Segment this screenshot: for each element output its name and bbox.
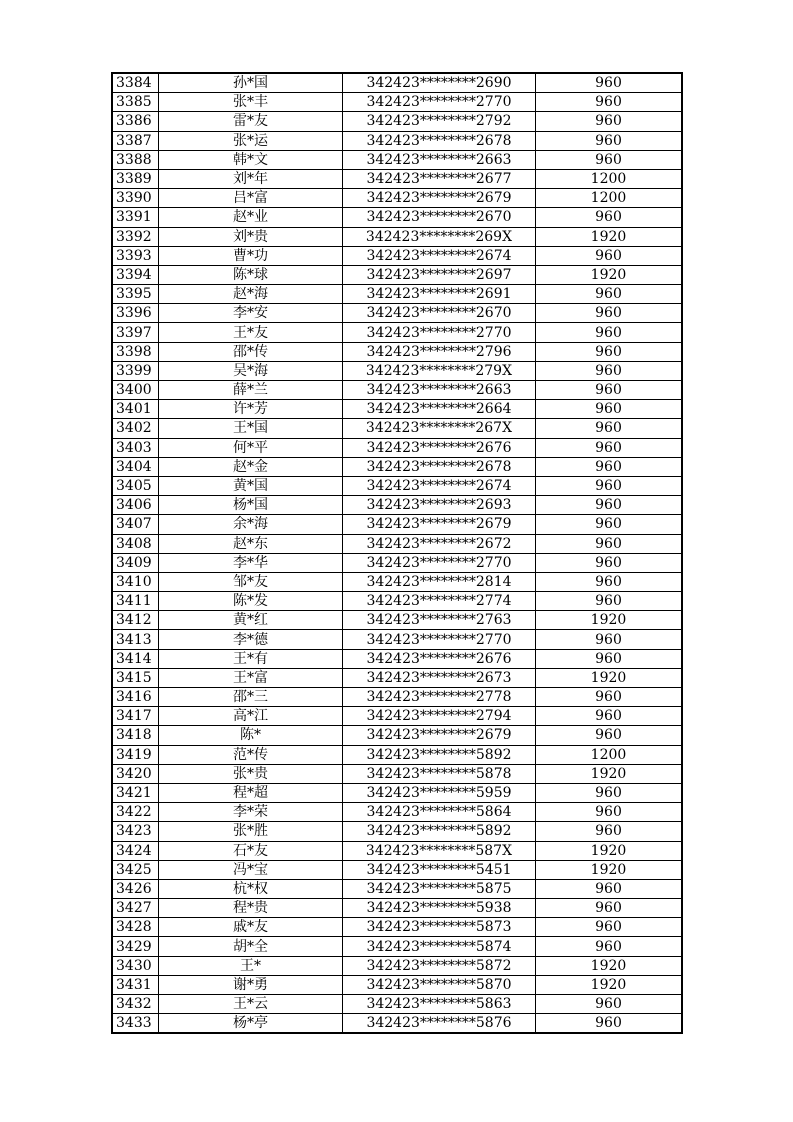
name-cell: 曹*功: [159, 246, 343, 265]
name-cell: 范*传: [159, 745, 343, 764]
table-row: [112, 860, 682, 879]
table-row: [112, 572, 682, 591]
id-number-cell: 342423********5451: [343, 860, 536, 879]
table-row: [112, 150, 682, 169]
id-number-cell: 342423********2794: [343, 707, 536, 726]
table-row: [112, 937, 682, 956]
name-cell: 高*江: [159, 707, 343, 726]
name-cell: 杭*权: [159, 879, 343, 898]
row-number-cell: 3402: [112, 419, 159, 438]
name-cell: 吴*海: [159, 361, 343, 380]
table-row: [112, 764, 682, 783]
amount-cell: 960: [536, 400, 683, 419]
table-body: [112, 73, 682, 1033]
table-row: [112, 611, 682, 630]
table-row: [112, 419, 682, 438]
amount-cell: 960: [536, 688, 683, 707]
row-number-cell: 3423: [112, 822, 159, 841]
table-row: [112, 381, 682, 400]
row-number-cell: 3425: [112, 860, 159, 879]
amount-cell: 960: [536, 995, 683, 1014]
name-cell: 王*富: [159, 668, 343, 687]
table-row: [112, 189, 682, 208]
amount-cell: 960: [536, 208, 683, 227]
name-cell: 李*安: [159, 304, 343, 323]
name-cell: 张*运: [159, 131, 343, 150]
row-number-cell: 3422: [112, 803, 159, 822]
name-cell: 陈*: [159, 726, 343, 745]
name-cell: 邹*友: [159, 572, 343, 591]
id-number-cell: 342423********5892: [343, 745, 536, 764]
amount-cell: 960: [536, 361, 683, 380]
row-number-cell: 3413: [112, 630, 159, 649]
row-number-cell: 3433: [112, 1014, 159, 1034]
amount-cell: 960: [536, 93, 683, 112]
id-number-cell: 342423********2774: [343, 592, 536, 611]
id-number-cell: 342423********2770: [343, 630, 536, 649]
amount-cell: 1920: [536, 860, 683, 879]
table-row: [112, 534, 682, 553]
table-row: [112, 131, 682, 150]
id-number-cell: 342423********5876: [343, 1014, 536, 1034]
id-number-cell: 342423********2673: [343, 668, 536, 687]
id-number-cell: 342423********5863: [343, 995, 536, 1014]
row-number-cell: 3414: [112, 649, 159, 668]
amount-cell: 1920: [536, 764, 683, 783]
row-number-cell: 3385: [112, 93, 159, 112]
amount-cell: 960: [536, 553, 683, 572]
name-cell: 王*友: [159, 323, 343, 342]
row-number-cell: 3418: [112, 726, 159, 745]
table-row: [112, 630, 682, 649]
table-row: [112, 265, 682, 284]
row-number-cell: 3411: [112, 592, 159, 611]
amount-cell: 960: [536, 822, 683, 841]
row-number-cell: 3405: [112, 476, 159, 495]
table-row: [112, 476, 682, 495]
table-row: [112, 995, 682, 1014]
table-row: [112, 438, 682, 457]
id-number-cell: 342423********5864: [343, 803, 536, 822]
name-cell: 韩*文: [159, 150, 343, 169]
row-number-cell: 3415: [112, 668, 159, 687]
row-number-cell: 3396: [112, 304, 159, 323]
table-row: [112, 668, 682, 687]
table-row: [112, 688, 682, 707]
id-number-cell: 342423********5872: [343, 956, 536, 975]
id-number-cell: 342423********2770: [343, 323, 536, 342]
id-number-cell: 342423********2690: [343, 73, 536, 93]
table-row: [112, 726, 682, 745]
row-number-cell: 3428: [112, 918, 159, 937]
id-number-cell: 342423********5959: [343, 783, 536, 802]
amount-cell: 960: [536, 1014, 683, 1034]
id-number-cell: 342423********2663: [343, 381, 536, 400]
id-number-cell: 342423********2763: [343, 611, 536, 630]
table-row: [112, 879, 682, 898]
id-number-cell: 342423********2674: [343, 476, 536, 495]
id-number-cell: 342423********2770: [343, 93, 536, 112]
amount-cell: 1920: [536, 265, 683, 284]
id-number-cell: 342423********5878: [343, 764, 536, 783]
row-number-cell: 3398: [112, 342, 159, 361]
table-row: [112, 592, 682, 611]
name-cell: 李*德: [159, 630, 343, 649]
name-cell: 赵*海: [159, 285, 343, 304]
id-number-cell: 342423********5873: [343, 918, 536, 937]
amount-cell: 960: [536, 649, 683, 668]
id-number-cell: 342423********2679: [343, 515, 536, 534]
table-row: [112, 803, 682, 822]
table-row: [112, 496, 682, 515]
name-cell: 程*超: [159, 783, 343, 802]
table-row: [112, 899, 682, 918]
id-number-cell: 342423********2676: [343, 438, 536, 457]
amount-cell: 960: [536, 323, 683, 342]
row-number-cell: 3391: [112, 208, 159, 227]
amount-cell: 960: [536, 630, 683, 649]
row-number-cell: 3397: [112, 323, 159, 342]
id-number-cell: 342423********2691: [343, 285, 536, 304]
row-number-cell: 3427: [112, 899, 159, 918]
row-number-cell: 3404: [112, 457, 159, 476]
table-row: [112, 323, 682, 342]
name-cell: 刘*年: [159, 169, 343, 188]
row-number-cell: 3416: [112, 688, 159, 707]
name-cell: 王*云: [159, 995, 343, 1014]
name-cell: 雷*友: [159, 112, 343, 131]
name-cell: 赵*东: [159, 534, 343, 553]
table-row: [112, 93, 682, 112]
table-row: [112, 208, 682, 227]
row-number-cell: 3399: [112, 361, 159, 380]
name-cell: 杨*亭: [159, 1014, 343, 1034]
name-cell: 张*丰: [159, 93, 343, 112]
amount-cell: 960: [536, 438, 683, 457]
name-cell: 王*国: [159, 419, 343, 438]
name-cell: 许*芳: [159, 400, 343, 419]
name-cell: 李*荣: [159, 803, 343, 822]
amount-cell: 1920: [536, 975, 683, 994]
name-cell: 戚*友: [159, 918, 343, 937]
id-number-cell: 342423********2674: [343, 246, 536, 265]
row-number-cell: 3400: [112, 381, 159, 400]
table-row: [112, 400, 682, 419]
amount-cell: 960: [536, 592, 683, 611]
name-cell: 陈*发: [159, 592, 343, 611]
amount-cell: 960: [536, 150, 683, 169]
table-row: [112, 918, 682, 937]
table-row: [112, 304, 682, 323]
id-number-cell: 342423********2664: [343, 400, 536, 419]
id-number-cell: 342423********2770: [343, 553, 536, 572]
amount-cell: 1200: [536, 189, 683, 208]
id-number-cell: 342423********5874: [343, 937, 536, 956]
id-number-cell: 342423********2676: [343, 649, 536, 668]
row-number-cell: 3421: [112, 783, 159, 802]
row-number-cell: 3417: [112, 707, 159, 726]
row-number-cell: 3389: [112, 169, 159, 188]
id-number-cell: 342423********2670: [343, 208, 536, 227]
amount-cell: 960: [536, 803, 683, 822]
row-number-cell: 3387: [112, 131, 159, 150]
amount-cell: 960: [536, 476, 683, 495]
id-number-cell: 342423********2693: [343, 496, 536, 515]
name-cell: 黄*红: [159, 611, 343, 630]
table-row: [112, 227, 682, 246]
row-number-cell: 3393: [112, 246, 159, 265]
row-number-cell: 3419: [112, 745, 159, 764]
id-number-cell: 342423********5938: [343, 899, 536, 918]
id-number-cell: 342423********279X: [343, 361, 536, 380]
row-number-cell: 3392: [112, 227, 159, 246]
name-cell: 冯*宝: [159, 860, 343, 879]
name-cell: 吕*富: [159, 189, 343, 208]
amount-cell: 1920: [536, 841, 683, 860]
amount-cell: 1200: [536, 169, 683, 188]
row-number-cell: 3407: [112, 515, 159, 534]
amount-cell: 960: [536, 534, 683, 553]
amount-cell: 960: [536, 304, 683, 323]
row-number-cell: 3410: [112, 572, 159, 591]
table-row: [112, 956, 682, 975]
table-row: [112, 246, 682, 265]
table-row: [112, 822, 682, 841]
id-number-cell: 342423********267X: [343, 419, 536, 438]
row-number-cell: 3390: [112, 189, 159, 208]
id-number-cell: 342423********2679: [343, 726, 536, 745]
id-number-cell: 342423********587X: [343, 841, 536, 860]
name-cell: 李*华: [159, 553, 343, 572]
table-row: [112, 553, 682, 572]
id-number-cell: 342423********2814: [343, 572, 536, 591]
table-row: [112, 73, 682, 93]
amount-cell: 960: [536, 342, 683, 361]
id-number-cell: 342423********2670: [343, 304, 536, 323]
name-cell: 陈*球: [159, 265, 343, 284]
name-cell: 刘*贵: [159, 227, 343, 246]
amount-cell: 1200: [536, 745, 683, 764]
id-number-cell: 342423********2663: [343, 150, 536, 169]
table-row: [112, 707, 682, 726]
name-cell: 薛*兰: [159, 381, 343, 400]
table-row: [112, 285, 682, 304]
row-number-cell: 3424: [112, 841, 159, 860]
amount-cell: 960: [536, 419, 683, 438]
row-number-cell: 3408: [112, 534, 159, 553]
id-number-cell: 342423********2679: [343, 189, 536, 208]
amount-cell: 960: [536, 457, 683, 476]
id-number-cell: 342423********2672: [343, 534, 536, 553]
amount-cell: 1920: [536, 227, 683, 246]
name-cell: 何*平: [159, 438, 343, 457]
amount-cell: 960: [536, 246, 683, 265]
amount-cell: 960: [536, 381, 683, 400]
name-cell: 黄*国: [159, 476, 343, 495]
row-number-cell: 3429: [112, 937, 159, 956]
row-number-cell: 3394: [112, 265, 159, 284]
table-row: [112, 169, 682, 188]
amount-cell: 960: [536, 73, 683, 93]
id-number-cell: 342423********2678: [343, 457, 536, 476]
row-number-cell: 3432: [112, 995, 159, 1014]
name-cell: 程*贵: [159, 899, 343, 918]
amount-cell: 960: [536, 899, 683, 918]
table-row: [112, 112, 682, 131]
row-number-cell: 3388: [112, 150, 159, 169]
row-number-cell: 3403: [112, 438, 159, 457]
name-cell: 赵*业: [159, 208, 343, 227]
row-number-cell: 3395: [112, 285, 159, 304]
amount-cell: 960: [536, 783, 683, 802]
amount-cell: 960: [536, 515, 683, 534]
name-cell: 杨*国: [159, 496, 343, 515]
name-cell: 张*贵: [159, 764, 343, 783]
name-cell: 邵*传: [159, 342, 343, 361]
id-number-cell: 342423********2778: [343, 688, 536, 707]
row-number-cell: 3401: [112, 400, 159, 419]
table-row: [112, 975, 682, 994]
row-number-cell: 3426: [112, 879, 159, 898]
row-number-cell: 3412: [112, 611, 159, 630]
name-cell: 王*: [159, 956, 343, 975]
id-number-cell: 342423********5875: [343, 879, 536, 898]
name-cell: 胡*全: [159, 937, 343, 956]
name-cell: 孙*国: [159, 73, 343, 93]
row-number-cell: 3386: [112, 112, 159, 131]
id-number-cell: 342423********2678: [343, 131, 536, 150]
name-cell: 王*有: [159, 649, 343, 668]
amount-cell: 960: [536, 131, 683, 150]
amount-cell: 1920: [536, 668, 683, 687]
amount-cell: 960: [536, 572, 683, 591]
name-cell: 余*海: [159, 515, 343, 534]
amount-cell: 1920: [536, 956, 683, 975]
row-number-cell: 3406: [112, 496, 159, 515]
name-cell: 石*友: [159, 841, 343, 860]
amount-cell: 960: [536, 112, 683, 131]
amount-cell: 960: [536, 879, 683, 898]
amount-cell: 960: [536, 285, 683, 304]
row-number-cell: 3420: [112, 764, 159, 783]
table-row: [112, 515, 682, 534]
amount-cell: 960: [536, 707, 683, 726]
amount-cell: 960: [536, 918, 683, 937]
name-cell: 张*胜: [159, 822, 343, 841]
table-row: [112, 342, 682, 361]
table-row: [112, 457, 682, 476]
table-row: [112, 361, 682, 380]
name-cell: 赵*金: [159, 457, 343, 476]
amount-cell: 960: [536, 726, 683, 745]
row-number-cell: 3409: [112, 553, 159, 572]
row-number-cell: 3430: [112, 956, 159, 975]
amount-cell: 1920: [536, 611, 683, 630]
row-number-cell: 3384: [112, 73, 159, 93]
id-number-cell: 342423********2697: [343, 265, 536, 284]
id-number-cell: 342423********269X: [343, 227, 536, 246]
table-row: [112, 841, 682, 860]
id-number-cell: 342423********5892: [343, 822, 536, 841]
id-number-cell: 342423********5870: [343, 975, 536, 994]
name-cell: 邵*三: [159, 688, 343, 707]
table-row: [112, 1014, 682, 1034]
table-row: [112, 783, 682, 802]
table-row: [112, 649, 682, 668]
amount-cell: 960: [536, 496, 683, 515]
id-number-cell: 342423********2677: [343, 169, 536, 188]
data-table: [111, 72, 683, 1034]
table-row: [112, 745, 682, 764]
id-number-cell: 342423********2792: [343, 112, 536, 131]
name-cell: 谢*勇: [159, 975, 343, 994]
row-number-cell: 3431: [112, 975, 159, 994]
id-number-cell: 342423********2796: [343, 342, 536, 361]
amount-cell: 960: [536, 937, 683, 956]
